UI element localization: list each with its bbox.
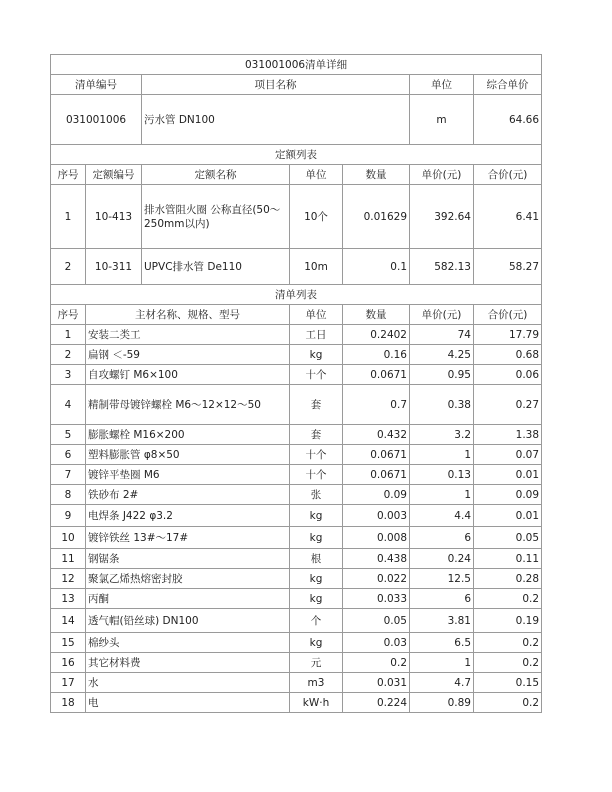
material-unit-price: 6.5 xyxy=(410,633,474,653)
material-name: 镀锌平垫圈 M6 xyxy=(86,465,290,485)
bill-header-row xyxy=(51,75,542,95)
quota-unit: 10m xyxy=(290,249,343,285)
quota-qty: 0.01629 xyxy=(343,185,410,249)
material-total: 0.2 xyxy=(474,693,542,713)
material-qty: 0.0671 xyxy=(343,445,410,465)
material-row xyxy=(51,673,542,693)
quota-code: 10-311 xyxy=(86,249,142,285)
material-unit-price: 0.38 xyxy=(410,385,474,425)
bill-price: 64.66 xyxy=(474,95,542,145)
material-unit-price: 0.95 xyxy=(410,365,474,385)
quota-total: 58.27 xyxy=(474,249,542,285)
material-unit-price: 12.5 xyxy=(410,569,474,589)
material-qty: 0.2 xyxy=(343,653,410,673)
material-unit: 十个 xyxy=(290,365,343,385)
material-qty: 0.432 xyxy=(343,425,410,445)
material-unit: 十个 xyxy=(290,465,343,485)
material-section-title: 清单列表 xyxy=(51,285,542,305)
material-unit-price: 1 xyxy=(410,653,474,673)
material-seq-header: 序号 xyxy=(51,305,86,325)
material-name: 钢锯条 xyxy=(86,549,290,569)
material-name-header: 主材名称、规格、型号 xyxy=(86,305,290,325)
material-unit: 套 xyxy=(290,385,343,425)
material-row xyxy=(51,569,542,589)
material-seq: 9 xyxy=(51,505,86,527)
material-qty: 0.033 xyxy=(343,589,410,609)
bill-unit: m xyxy=(410,95,474,145)
bill-unit-header: 单位 xyxy=(410,75,474,95)
material-row xyxy=(51,345,542,365)
material-seq: 10 xyxy=(51,527,86,549)
material-qty: 0.224 xyxy=(343,693,410,713)
material-unit-price: 1 xyxy=(410,445,474,465)
material-seq: 8 xyxy=(51,485,86,505)
bill-name: 污水管 DN100 xyxy=(142,95,410,145)
material-total: 0.2 xyxy=(474,633,542,653)
title-row xyxy=(51,55,542,75)
material-row xyxy=(51,385,542,425)
material-total: 0.19 xyxy=(474,609,542,633)
material-header-row xyxy=(51,305,542,325)
material-seq: 4 xyxy=(51,385,86,425)
material-unit-price: 4.7 xyxy=(410,673,474,693)
material-row xyxy=(51,465,542,485)
bill-detail-table xyxy=(50,54,542,713)
material-name: 精制带母镀锌螺栓 M6～12×12～50 xyxy=(86,385,290,425)
material-total: 1.38 xyxy=(474,425,542,445)
material-total: 0.2 xyxy=(474,589,542,609)
material-unit-price: 1 xyxy=(410,485,474,505)
material-seq: 14 xyxy=(51,609,86,633)
material-seq: 6 xyxy=(51,445,86,465)
material-name: 电焊条 J422 φ3.2 xyxy=(86,505,290,527)
material-name: 自攻螺钉 M6×100 xyxy=(86,365,290,385)
material-unit-price: 6 xyxy=(410,527,474,549)
material-name: 铁砂布 2# xyxy=(86,485,290,505)
quota-unit-header: 单位 xyxy=(290,165,343,185)
material-qty: 0.438 xyxy=(343,549,410,569)
material-seq: 5 xyxy=(51,425,86,445)
material-unit-price: 74 xyxy=(410,325,474,345)
bill-code-header: 清单编号 xyxy=(51,75,142,95)
material-unit-price: 3.81 xyxy=(410,609,474,633)
material-qty: 0.031 xyxy=(343,673,410,693)
material-name: 扁钢 ＜-59 xyxy=(86,345,290,365)
quota-header-row xyxy=(51,165,542,185)
material-name: 透气帽(铅丝球) DN100 xyxy=(86,609,290,633)
material-total: 17.79 xyxy=(474,325,542,345)
material-name: 聚氯乙烯热熔密封胶 xyxy=(86,569,290,589)
material-name: 安装二类工 xyxy=(86,325,290,345)
material-unit-price: 4.25 xyxy=(410,345,474,365)
material-unit: 张 xyxy=(290,485,343,505)
material-row xyxy=(51,425,542,445)
material-qty: 0.022 xyxy=(343,569,410,589)
material-seq: 12 xyxy=(51,569,86,589)
material-unit: kW·h xyxy=(290,693,343,713)
material-row xyxy=(51,445,542,465)
material-unit: kg xyxy=(290,345,343,365)
quota-unit-price: 392.64 xyxy=(410,185,474,249)
bill-code: 031001006 xyxy=(51,95,142,145)
material-seq: 11 xyxy=(51,549,86,569)
material-unit: kg xyxy=(290,505,343,527)
quota-unit: 10个 xyxy=(290,185,343,249)
material-total: 0.09 xyxy=(474,485,542,505)
quota-unit-price-header: 单价(元) xyxy=(410,165,474,185)
material-seq: 13 xyxy=(51,589,86,609)
material-unit-price: 0.89 xyxy=(410,693,474,713)
material-seq: 7 xyxy=(51,465,86,485)
material-total: 0.05 xyxy=(474,527,542,549)
material-row xyxy=(51,325,542,345)
material-name: 水 xyxy=(86,673,290,693)
material-qty: 0.003 xyxy=(343,505,410,527)
table-title: 031001006清单详细 xyxy=(51,55,542,75)
material-unit-header: 单位 xyxy=(290,305,343,325)
material-total: 0.28 xyxy=(474,569,542,589)
material-unit: kg xyxy=(290,527,343,549)
material-qty: 0.0671 xyxy=(343,465,410,485)
material-unit: 十个 xyxy=(290,445,343,465)
material-unit: 个 xyxy=(290,609,343,633)
quota-seq-header: 序号 xyxy=(51,165,86,185)
material-qty: 0.03 xyxy=(343,633,410,653)
quota-total-header: 合价(元) xyxy=(474,165,542,185)
material-unit-price-header: 单价(元) xyxy=(410,305,474,325)
material-unit-price: 3.2 xyxy=(410,425,474,445)
material-row xyxy=(51,485,542,505)
material-row xyxy=(51,589,542,609)
quota-total: 6.41 xyxy=(474,185,542,249)
material-total: 0.07 xyxy=(474,445,542,465)
material-unit-price: 0.13 xyxy=(410,465,474,485)
material-unit: m3 xyxy=(290,673,343,693)
material-unit-price: 0.24 xyxy=(410,549,474,569)
material-unit: 套 xyxy=(290,425,343,445)
quota-name: UPVC排水管 De110 xyxy=(142,249,290,285)
material-seq: 16 xyxy=(51,653,86,673)
material-row xyxy=(51,633,542,653)
material-seq: 17 xyxy=(51,673,86,693)
quota-section-row xyxy=(51,145,542,165)
quota-qty-header: 数量 xyxy=(343,165,410,185)
material-row xyxy=(51,527,542,549)
material-unit: 工日 xyxy=(290,325,343,345)
quota-code-header: 定额编号 xyxy=(86,165,142,185)
material-name: 其它材料费 xyxy=(86,653,290,673)
material-qty: 0.16 xyxy=(343,345,410,365)
material-row xyxy=(51,365,542,385)
material-row xyxy=(51,505,542,527)
material-total: 0.27 xyxy=(474,385,542,425)
material-total: 0.01 xyxy=(474,465,542,485)
quota-qty: 0.1 xyxy=(343,249,410,285)
material-qty: 0.09 xyxy=(343,485,410,505)
quota-name-header: 定额名称 xyxy=(142,165,290,185)
material-row xyxy=(51,653,542,673)
material-seq: 18 xyxy=(51,693,86,713)
material-qty-header: 数量 xyxy=(343,305,410,325)
material-total: 0.15 xyxy=(474,673,542,693)
material-unit-price: 4.4 xyxy=(410,505,474,527)
material-unit: 元 xyxy=(290,653,343,673)
bill-name-header: 项目名称 xyxy=(142,75,410,95)
material-section-row xyxy=(51,285,542,305)
material-unit-price: 6 xyxy=(410,589,474,609)
material-unit: kg xyxy=(290,569,343,589)
material-qty: 0.2402 xyxy=(343,325,410,345)
quota-name: 排水管阻火圈 公称直径(50～250mm以内) xyxy=(142,185,290,249)
material-seq: 3 xyxy=(51,365,86,385)
material-name: 塑料膨胀管 φ8×50 xyxy=(86,445,290,465)
quota-seq: 2 xyxy=(51,249,86,285)
material-name: 电 xyxy=(86,693,290,713)
material-unit: kg xyxy=(290,633,343,653)
material-total: 0.01 xyxy=(474,505,542,527)
material-name: 膨胀螺栓 M16×200 xyxy=(86,425,290,445)
quota-row xyxy=(51,185,542,249)
material-seq: 2 xyxy=(51,345,86,365)
material-seq: 1 xyxy=(51,325,86,345)
material-total: 0.06 xyxy=(474,365,542,385)
material-qty: 0.008 xyxy=(343,527,410,549)
material-name: 棉纱头 xyxy=(86,633,290,653)
quota-section-title: 定额列表 xyxy=(51,145,542,165)
material-unit: kg xyxy=(290,589,343,609)
material-row xyxy=(51,693,542,713)
material-total: 0.11 xyxy=(474,549,542,569)
material-unit: 根 xyxy=(290,549,343,569)
material-qty: 0.05 xyxy=(343,609,410,633)
material-total: 0.68 xyxy=(474,345,542,365)
material-total-header: 合价(元) xyxy=(474,305,542,325)
bill-price-header: 综合单价 xyxy=(474,75,542,95)
material-total: 0.2 xyxy=(474,653,542,673)
material-row xyxy=(51,609,542,633)
material-name: 丙酮 xyxy=(86,589,290,609)
quota-unit-price: 582.13 xyxy=(410,249,474,285)
material-qty: 0.7 xyxy=(343,385,410,425)
quota-seq: 1 xyxy=(51,185,86,249)
bill-row xyxy=(51,95,542,145)
material-name: 镀锌铁丝 13#～17# xyxy=(86,527,290,549)
material-seq: 15 xyxy=(51,633,86,653)
quota-row xyxy=(51,249,542,285)
material-row xyxy=(51,549,542,569)
material-qty: 0.0671 xyxy=(343,365,410,385)
quota-code: 10-413 xyxy=(86,185,142,249)
